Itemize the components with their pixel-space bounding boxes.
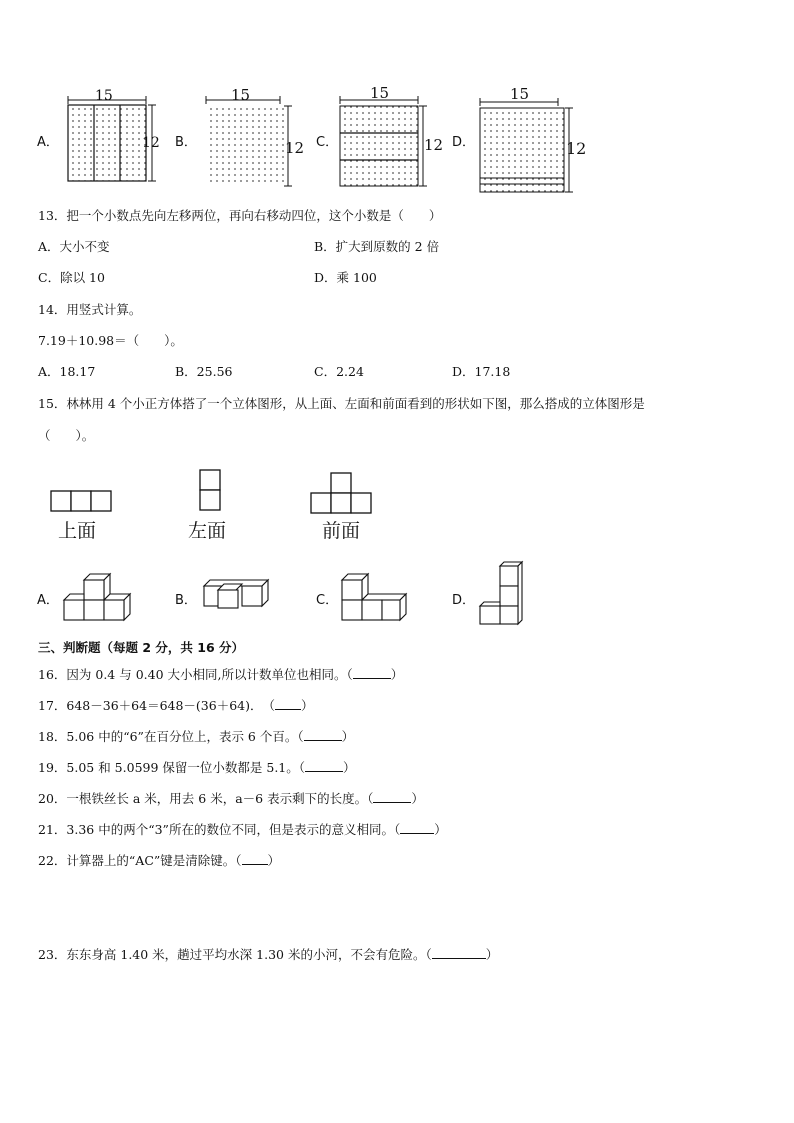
q22-text: 22．计算器上的“AC”键是清除键。（: [38, 853, 242, 868]
view-top-caption: 上面: [58, 520, 97, 542]
q20-close: ）: [411, 791, 424, 806]
q20-answer-blank[interactable]: [373, 791, 411, 803]
q12-option-d-letter[interactable]: D．: [452, 135, 476, 150]
q16-answer-blank[interactable]: [353, 667, 391, 679]
q15-stem-line2: （ ）。: [38, 428, 95, 443]
q21-close: ）: [434, 822, 447, 837]
q15-option-d-figure: [478, 560, 528, 628]
q12-a-top-label: 15: [95, 88, 113, 104]
q15-option-c-figure: [340, 572, 412, 622]
q18-text: 18．5.06 中的“6”在百分位上，表示 6 个百。（: [38, 729, 304, 744]
section3-heading: 三、判断题（每题 2 分，共 16 分）: [38, 640, 245, 655]
q20-text: 20．一根铁丝长 a 米，用去 6 米，a－6 表示剩下的长度。（: [38, 791, 374, 806]
q15-option-d-letter[interactable]: D．: [452, 593, 476, 608]
q20-item: [38, 791, 424, 807]
view-left-figure: [199, 469, 221, 511]
q15-option-a-figure: [64, 572, 136, 622]
q19-item: [38, 760, 356, 776]
q12-c-side-label: 12: [424, 136, 444, 154]
q12-option-b-letter[interactable]: B．: [175, 135, 197, 150]
q14-option-d[interactable]: D．17.18: [452, 364, 511, 379]
q12-option-c-letter[interactable]: C．: [316, 135, 339, 150]
q22-item: [38, 853, 280, 869]
q23-text: 23．东东身高 1.40 米，趟过平均水深 1.30 米的小河，不会有危险。（: [38, 947, 432, 962]
q13-option-d[interactable]: D．乘 100: [314, 270, 377, 285]
q21-answer-blank[interactable]: [400, 822, 434, 834]
q13-stem: 13．把一个小数点先向左移两位，再向右移动四位，这个小数是（ ）: [38, 208, 442, 223]
q15-option-c-letter[interactable]: C．: [316, 593, 339, 608]
q12-c-top-label: 15: [370, 84, 390, 102]
q13-option-a[interactable]: A．大小不变: [38, 239, 110, 254]
q17-answer-blank[interactable]: [275, 698, 301, 710]
view-left-caption: 左面: [188, 520, 227, 542]
q18-close: ）: [341, 729, 355, 744]
q18-answer-blank[interactable]: [304, 729, 342, 741]
q14-expression: 7.19＋10.98＝（ ）。: [38, 333, 183, 348]
q19-text: 19．5.05 和 5.0599 保留一位小数都是 5.1。（: [38, 760, 305, 775]
q15-stem-line1: 15．林林用 4 个小正方体搭了一个立体图形，从上面、左面和前面看到的形状如下图，那么搭成的立体图形是: [38, 396, 645, 411]
q16-close: ）: [390, 667, 404, 682]
q17-text: 17．648－36＋64＝648－(36＋64)． （: [38, 698, 275, 713]
q12-b-side-label: 12: [285, 139, 305, 157]
q14-stem: 14．用竖式计算。: [38, 302, 142, 317]
q15-option-b-letter[interactable]: B．: [175, 593, 197, 608]
q14-option-b[interactable]: B．25.56: [175, 364, 233, 379]
q15-option-b-figure: [202, 578, 274, 610]
view-top-figure: [50, 490, 112, 512]
q17-close: ）: [301, 698, 314, 713]
q15-option-a-letter[interactable]: A．: [37, 593, 59, 608]
q14-option-a[interactable]: A．18.17: [38, 364, 96, 379]
q13-option-b[interactable]: B．扩大到原数的 2 倍: [314, 239, 440, 254]
q21-text: 21．3.36 中的两个“3”所在的数位不同，但是表示的意义相同。（: [38, 822, 401, 837]
q16-item: [38, 667, 403, 683]
q12-a-side-label: 12: [142, 135, 160, 151]
q14-option-c[interactable]: C．2.24: [314, 364, 364, 379]
q22-close: ）: [267, 853, 281, 868]
q21-item: [38, 822, 447, 838]
q12-d-top-label: 15: [510, 85, 530, 103]
q23-close: ）: [485, 947, 499, 962]
q13-option-c[interactable]: C．除以 10: [38, 270, 105, 285]
q12-d-side-label: 12: [566, 139, 587, 158]
q12-option-a-letter[interactable]: A．: [37, 135, 59, 150]
q18-item: [38, 729, 354, 745]
q23-answer-blank[interactable]: [432, 947, 486, 959]
q22-answer-blank[interactable]: [242, 853, 268, 865]
q17-item: [38, 698, 314, 714]
q19-answer-blank[interactable]: [305, 760, 343, 772]
view-front-caption: 前面: [322, 520, 361, 542]
q19-close: ）: [343, 760, 356, 775]
q16-text: 16．因为 0.4 与 0.40 大小相同,所以计数单位也相同。（: [38, 667, 353, 682]
q12-b-top-label: 15: [231, 86, 251, 104]
view-front-figure: [310, 472, 372, 514]
q23-item: [38, 947, 498, 963]
